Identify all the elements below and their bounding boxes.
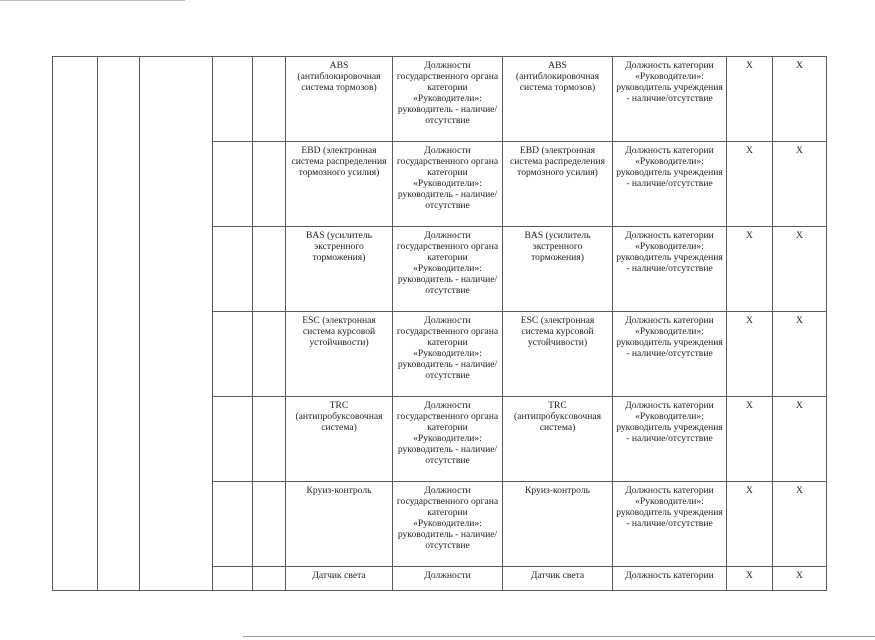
position-inst-cell: Должность категории «Руководители»: руководитель учреждения - наличие/отсутствие [613,142,727,227]
merged-cell-col3 [140,57,213,591]
merged-cell-col1 [53,57,98,591]
empty-cell [253,227,286,312]
mark-cell: X [727,142,773,227]
position-inst-cell: Должность категории «Руководители»: руководитель учреждения - наличие/отсутствие [613,397,727,482]
feature-inst-cell: BAS (усилитель экстренного торможения) [503,227,613,312]
position-inst-cell: Должность категории «Руководители»: руководитель учреждения - наличие/отсутствие [613,482,727,567]
feature-cell: ESC (электронная система курсовой устойчивости) [286,312,393,397]
position-gov-cell: Должности государственного органа категории «Руководители»: руководитель - наличие/отсутствие [393,142,503,227]
position-gov-cell: Должности государственного органа категории «Руководители»: руководитель - наличие/отсутствие [393,397,503,482]
empty-cell [213,567,253,591]
empty-cell [253,57,286,142]
mark-cell: X [773,567,827,591]
empty-cell [213,57,253,142]
feature-inst-cell: EBD (электронная система распределения тормозного усилия) [503,142,613,227]
feature-cell: ABS (антиблокировочная система тормозов) [286,57,393,142]
empty-cell [253,312,286,397]
feature-inst-cell: Круиз-контроль [503,482,613,567]
feature-cell: TRC (антипробуксовочная система) [286,397,393,482]
mark-cell: X [773,142,827,227]
feature-inst-cell: TRC (антипробуксовочная система) [503,397,613,482]
mark-cell: X [773,397,827,482]
mark-cell: X [773,482,827,567]
mark-cell: X [727,312,773,397]
empty-cell [213,142,253,227]
feature-cell: Круиз-контроль [286,482,393,567]
mark-cell: X [727,567,773,591]
position-gov-cell: Должности государственного органа категории «Руководители»: руководитель - наличие/отсутствие [393,312,503,397]
empty-cell [213,227,253,312]
empty-cell [253,567,286,591]
position-gov-cell: Должности государственного органа категории «Руководители»: руководитель - наличие/отсутствие [393,482,503,567]
requirements-table [52,56,827,591]
feature-inst-cell: ABS (антиблокировочная система тормозов) [503,57,613,142]
empty-cell [253,397,286,482]
mark-cell: X [773,312,827,397]
empty-cell [213,397,253,482]
position-inst-cell: Должность категории «Руководители»: руководитель учреждения - наличие/отсутствие [613,57,727,142]
mark-cell: X [727,227,773,312]
position-gov-cell: Должности государственного органа категории «Руководители»: руководитель - наличие/отсутствие [393,57,503,142]
scan-artifact-top [0,0,185,1]
mark-cell: X [773,57,827,142]
position-gov-cell: Должности [393,567,503,591]
feature-cell: EBD (электронная система распределения тормозного усилия) [286,142,393,227]
empty-cell [253,482,286,567]
position-inst-cell: Должность категории [613,567,727,591]
mark-cell: X [727,57,773,142]
feature-inst-cell: Датчик света [503,567,613,591]
mark-cell: X [727,397,773,482]
position-gov-cell: Должности государственного органа категории «Руководители»: руководитель - наличие/отсутствие [393,227,503,312]
feature-cell: BAS (усилитель экстренного торможения) [286,227,393,312]
merged-cell-col2 [98,57,140,591]
feature-cell: Датчик света [286,567,393,591]
position-inst-cell: Должность категории «Руководители»: руководитель учреждения - наличие/отсутствие [613,227,727,312]
empty-cell [213,482,253,567]
mark-cell: X [727,482,773,567]
table-row [53,57,827,142]
empty-cell [213,312,253,397]
feature-inst-cell: ESC (электронная система курсовой устойчивости) [503,312,613,397]
scan-artifact-bottom [243,636,875,637]
mark-cell: X [773,227,827,312]
empty-cell [253,142,286,227]
position-inst-cell: Должность категории «Руководители»: руководитель учреждения - наличие/отсутствие [613,312,727,397]
